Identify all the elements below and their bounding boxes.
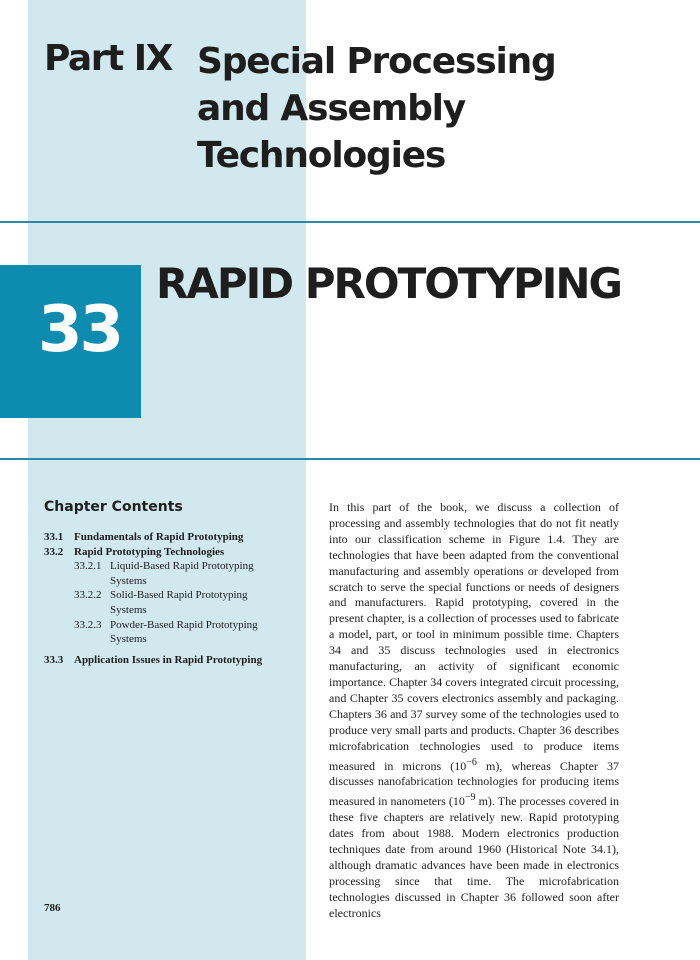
page-number: 786 [44,902,61,914]
chapter-number: 33 [38,293,122,367]
toc-item[interactable] [44,545,294,560]
toc-subitem-title: Solid-Based Rapid Prototyping Systems [110,589,248,616]
toc-subitem-title: Powder-Based Rapid Prototyping Systems [110,618,258,646]
toc-item-title: Application Issues in Rapid Prototyping [74,653,263,666]
toc-subitem-number: 33.2.2 [74,589,102,602]
contents-heading: Chapter Contents [44,499,183,515]
toc-item[interactable] [44,530,294,545]
toc-item-title: Fundamentals of Rapid Prototyping [74,531,244,543]
table-of-contents [44,530,294,667]
toc-item[interactable] [44,653,294,668]
toc-subitem[interactable] [74,618,294,647]
toc-item-title: Rapid Prototyping Technologies [74,545,225,558]
toc-item-number: 33.3 [44,653,64,666]
part-title-line: Technologies [197,135,446,176]
part-title-line: and Assembly [197,88,466,129]
toc-subitem[interactable] [74,559,294,588]
toc-item-number: 33.1 [44,531,64,543]
part-title [197,38,556,179]
part-title-line: Special Processing [197,41,556,82]
toc-subitem-number: 33.2.1 [74,560,102,573]
exponent: −9 [464,792,476,804]
toc-subitem[interactable] [74,588,294,617]
toc-subitem-number: 33.2.3 [74,618,102,631]
divider-rule [0,458,700,460]
intro-paragraph: In this part of the book, we discuss a collection of processing and assembly technologies that do not fit neatly into our classification scheme in Figure 1.4. They are technologies that have been adapted from the conventional manufacturing and assembly operations or developed from scratch to serve the special functions or needs of designers and manufacturers. Rapid prototyping, covered in the present chapter, is a collection of processes used to fabricate a model, part, or tool in minimum possible time. Chapters 34 and 35 discuss technologies used in electronics manufacturing, an activity of significant economic importance. Chapter 34 covers integrated circuit processing, and Chapter 35 covers electronics assembly and packaging. Chapters 36 and 37 survey some of the technologies used to produce very small parts and products. Chapter 36 describes microfabrication technologies used to produce items measured in microns ($10^{-6}$ m), whereas Chapter 37 discusses nanofabrication technologies for producing items measured in nanometers ($10^{-9}$ m). The processes covered in these five chapters are relatively new. Rapid prototyping dates from about 1988. Modern electronics production techniques date from around 1960 (Historical Note 34.1), although dramatic advances have been made in electronics processing since that time. The microfabrication technologies discussed in Chapter 36 followed soon after electronics [329,500,619,920]
exponent: −6 [466,756,477,768]
divider-rule [0,221,700,223]
part-label: Part IX [44,38,172,79]
toc-subitem-title: Liquid-Based Rapid Prototyping Systems [110,560,254,587]
toc-item-number: 33.2 [44,545,64,558]
chapter-title: RAPID PROTOTYPING [156,259,622,308]
